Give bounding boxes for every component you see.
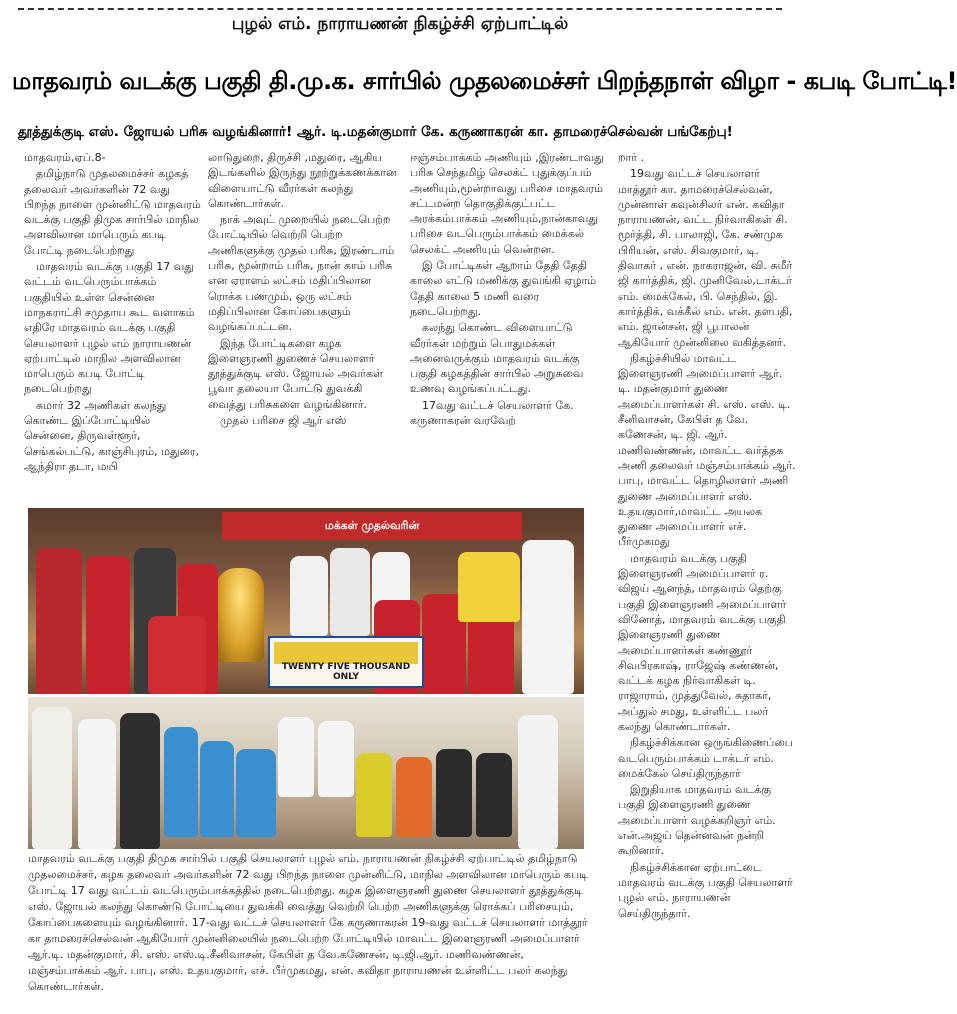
column-paragraph: சுமார் 32 அணிகள் கலந்து கொண்ட இப்போட்டியில் சென்னை, திருவள்ளூர், செங்கல்பட்டு, காஞ்சிபுரம், மதுரை, ஆந்திரா தடா, மயி bbox=[24, 398, 200, 473]
column-paragraph: ஈஞ்சம்பாக்கம் அணியும் ,இரண்டாவது பரிசு செந்தமிழ் செலக்ட் புதுக்குப்பம் அணியும்,மூன்றாவது பரிசை மாதவரம் சட்டமன்ற தொகுதிக்குட்பட்ட அரக்கம்பாக்கம் அணியும்,நான்காவது பரிசை வடபெரும்பாக்கம் மைக்கல் செலக்ட் அணியும் வென்றன. bbox=[410, 151, 604, 256]
official-figure bbox=[522, 540, 574, 694]
official-figure bbox=[120, 713, 160, 849]
player-figure bbox=[356, 753, 392, 837]
column-paragraph: 17வது வட்டச் செயலாளர் கே. கருணாகரன் வரவேற் bbox=[410, 398, 574, 428]
prize-cheque-board bbox=[268, 636, 424, 688]
player-figure bbox=[148, 616, 206, 694]
column-paragraph: இறுதியாக மாதவரம் வடக்கு பகுதி இளைஞரணி துணை அமைப்பாளர் வழக்கறிஞர் எம். என்.அஜய் தென்னவன் நன்றி கூறினார். bbox=[618, 783, 776, 858]
column-paragraph: லாடுதுறை, திருச்சி ,மதுரை, ஆகிய இடங்களில் இருந்து நூற்றுக்கணக்கான விளையாட்டு வீரர்கள் கலந்து கொண்டார்கள். bbox=[208, 151, 397, 210]
player-figure bbox=[236, 749, 276, 837]
official-figure bbox=[32, 707, 72, 849]
official-figure bbox=[318, 721, 354, 797]
column-paragraph: 19வது வட்டச் செயலாளர் மாத்தூர் கா. தாமரைச்செல்வன், முன்னாள் கவுன்சிலர் என். கவிதா நாராயணன், வட்ட நிர்வாகிகள் சி. மூர்த்தி, சி. பாலாஜி, கே. சண்முக பிரியன், எஸ். சிவகுமார், டி. திவாகர் , என். நாகராஜன், வி. சுமீர் ஜி கார்த்திக், ஜி. முனிவேல்,டாக்டர் எம். மைக்கேல், பி. செந்தில், இ. கார்த்திக், வக்கீல் எம். என். தளபதி, எம். ஜான்சன், ஜி பூபாலன் ஆகியோர் முன்னிலை வகித்தனர். bbox=[618, 167, 793, 349]
prize-amount-text: TWENTY FIVE THOUSAND ONLY bbox=[281, 662, 411, 682]
official-figure bbox=[458, 552, 520, 622]
player-figure bbox=[476, 753, 512, 837]
article-column-2 bbox=[208, 150, 402, 495]
column-paragraph: இ போட்டிகள் ஆறாம் தேதி தேதி காலை எட்டு மணிக்கு துவங்கி ஏழாம் தேதி காலை 5 மணி வரை நடைபெற்றது. bbox=[410, 259, 597, 318]
column-paragraph: இந்த போட்டிகளை கழக இளைஞரணி துணைச் செயலாளர் தூத்துக்குடி எஸ். ஜோயல் அவர்கள் பூவா தலையா போட்டு துவக்கி வைத்து பரிசுகளை வழங்கினார். bbox=[208, 336, 383, 411]
official-figure bbox=[518, 715, 558, 849]
player-figure bbox=[86, 556, 130, 694]
official-figure bbox=[290, 556, 328, 636]
column-paragraph: மாதவரம் வடக்கு பகுதி 17 வது வட்டம் வடபெரும்பாக்கம் பகுதியில் உள்ள சென்னை மாநகராட்சி சமுதாய கூட வளாகம் எதிரே மாதவரம் வடக்கு பகுதி செயலாளர் புழல் எம் நாராயணன் ஏற்பாட்டில் மாநில அளவிலான மாபெரும் கபடி போட்டி நடைபெற்றது bbox=[24, 260, 195, 396]
official-figure bbox=[278, 717, 314, 797]
player-figure bbox=[396, 757, 432, 837]
player-figure bbox=[164, 727, 198, 837]
photo-caption: மாதவரம் வடக்கு பகுதி திமுக சார்பில் பகுதி செயலாளர் புழல் எம். நாராயணன் நிகழ்ச்சி ஏற்பாட்டில் தமிழ்நாடு முதலமைச்சர், கழக தலைவர் அவர்களின் 72 வது பிறந்த நாளை முன்னிட்டு, மாநில அளவிலான மாபெரும் கபடி போட்டி 17 வது வட்டம் வடபெரும்பாக்கத்தில் நடைபெற்றது. கழக இளைஞரணி துணை செயலாளர் தூத்துக்குடி எஸ். ஜோயல் கலந்து கொண்டு போட்டியை துவக்கி வைத்து வெற்றி பெற்ற அணிகளுக்கு ரொக்கப் பரிசையும், கோப்பைகளையும் வழங்கினார். 17-வது வட்டச் செயலாளர் கே கருணாகரன் 19-வது வட்டச் செயலாளர் மாத்தூர் கா தாமரைச்செல்வன் ஆகியோர் முன்னிலையில் நடைபெற்ற போட்டியில் மாவட்ட இளைஞரணி அமைப்பாளர் ஆர்.டி. மதன்குமார், சி. எஸ். எஸ்.டி.சீனிவாசன், கேபிள் த வே.கணேசன், டி.ஜி.ஆர். மணிவண்ணன், மஞ்சம்பாக்கம் ஆர். பாபு, எஸ். உதயகுமார், எச். பீர்முகமது, என். கவிதா நாராயணன் உள்ளிட்ட பலர் கலந்து கொண்டார்கள். bbox=[28, 852, 588, 993]
column-paragraph: தமிழ்நாடு முதலமைச்சர் கழகத் தலைவர் அவர்களின் 72 வது பிறந்த நாளை முன்னிட்டு மாதவரம் வடக்கு பகுதி திமுக சார்பில் மாநில அளவிலான மாபெரும் கபடி போட்டி நடைபெற்றது bbox=[24, 167, 201, 257]
column-paragraph: நாக் அவுட் முறையில் நடைபெற்ற போட்டியில் வெற்றி பெற்ற அணிகளுக்கு முதல் பரிசு, இரண்டாம் பரிசு, மூன்றாம் பரிசு, நான் காம் பரிசு என ஏராளம் லட்சம் மதிப்பிலான ரொக்க பணமும், ஒரு லட்சம் மதிப்பிலான கோப்பைகளும் வழங்கப்பட்டன. bbox=[208, 213, 395, 334]
official-figure bbox=[330, 548, 370, 636]
column-paragraph: மாதவரம்,ஏப்.8- bbox=[24, 151, 106, 164]
photo-banner: மக்கள் முதல்வரின் bbox=[222, 512, 522, 540]
prize-board-header bbox=[274, 642, 418, 664]
player-figure bbox=[436, 749, 472, 837]
column-paragraph: முதல் பரிசை ஜி ஆர் எஸ் bbox=[220, 414, 347, 428]
column-paragraph: மாதவரம் வடக்கு பகுதி இளைஞரணி அமைப்பாளர் ர. விஜய் ஆனந்த், மாதவரம் தெற்கு பகுதி இளைஞரணி அமைப்பாளர் வினோத், மாதவரம் வடக்கு பகுதி இளைஞரணி துணை அமைப்பாளர்கள் கண்ணூர் சிவபிரகாஷ், ராஜேஷ் கண்ணன், வட்டக் கழக நிர்வாகிகள் டி. ராஜாராம், முத்துவேல், சுதாகர், அப்துல் சமது, உள்ளிட்ட பலர் கலந்து கொண்டார்கள். bbox=[618, 551, 787, 733]
photo-prize-distribution bbox=[28, 508, 584, 694]
column-paragraph: நிகழ்ச்சிக்கான ஒருங்கிணைப்பை வடபெரும்பாக்கம் டாக்டர் எம். மைக்கேல் செய்திருந்தார் bbox=[618, 736, 793, 780]
trophy-image bbox=[216, 568, 264, 662]
top-dashed-rule bbox=[18, 8, 782, 10]
article-column-4 bbox=[618, 150, 796, 1010]
column-paragraph: கலந்து கொண்ட விளையாட்டு வீரர்கள் மற்றும் பொதுமக்கள் அனைவருக்கும் மாதவரம் வடக்கு பகுதி கழகத்தின் சார்பில் அறுசுவை உணவு வழங்கப்பட்டது. bbox=[410, 321, 584, 396]
article-column-3 bbox=[410, 150, 608, 495]
article-column-1 bbox=[24, 150, 202, 495]
official-figure bbox=[78, 719, 116, 849]
column-paragraph: றார் . bbox=[618, 151, 644, 164]
photo-group bbox=[28, 697, 584, 849]
column-paragraph: நிகழ்ச்சியில் மாவட்ட இளைஞரணி அமைப்பாளர் ஆர். டி. மதன்குமார் துணை அமைப்பாளர்கள் சி. எஸ். எஸ். டி. சீனிவாசன், கேபிள் த வே. கணேசன், டி. ஜி. ஆர். மணிவண்ணன், மாவட்ட வர்த்தக அணி தலைவர் மஞ்சம்பாக்கம் ஆர். பாபு, மாவட்ட தொழிலாளர் அணி துணை அமைப்பாளர் எஸ். உதயகுமார்,மாவட்ட அயலக துணை அமைப்பாளர் எச். பீர்முகமது bbox=[618, 351, 796, 549]
kicker: புழல் எம். நாராயணன் நிகழ்ச்சி ஏற்பாட்டில் bbox=[231, 14, 569, 34]
player-figure bbox=[36, 548, 82, 694]
headline: மாதவரம் வடக்கு பகுதி தி.மு.க. சார்பில் முதலமைச்சர் பிறந்தநாள் விழா - கபடி போட்டி! bbox=[12, 67, 957, 95]
subhead: தூத்துக்குடி எஸ். ஜோயல் பரிசு வழங்கினார்! ஆர். டி.மதன்குமார் கே. கருணாகரன் கா. தாமரைச்செல்வன் பங்கேற்பு! bbox=[18, 124, 733, 140]
column-paragraph: நிகழ்ச்சிக்கான ஏற்பாட்டை மாதவரம் வடக்கு பகுதி செயலாளர் புழல் எம். நாராயணன் செய்திருந்தார். bbox=[618, 860, 793, 920]
player-figure bbox=[200, 741, 234, 837]
